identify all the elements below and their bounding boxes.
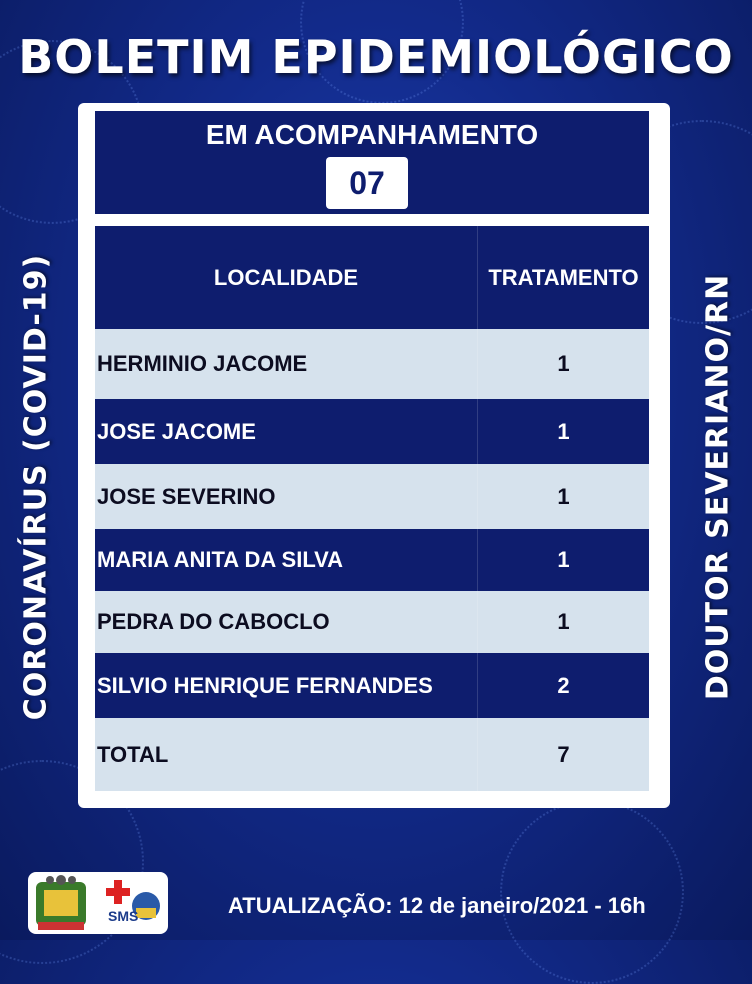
acompanhamento-label: EM ACOMPANHAMENTO	[205, 119, 539, 150]
row-tratamento: 1	[477, 399, 649, 464]
cases-table	[95, 226, 649, 791]
row-tratamento: 1	[477, 464, 649, 529]
update-timestamp: ATUALIZAÇÃO: 12 de janeiro/2021 - 16h	[228, 893, 646, 918]
table-row	[95, 329, 649, 399]
table-row	[95, 653, 649, 718]
total-value: 7	[477, 718, 649, 791]
virus-decoration	[500, 800, 684, 984]
side-label-city: DOUTOR SEVERIANO/RN	[700, 273, 736, 701]
row-tratamento: 1	[477, 529, 649, 591]
page-title: BOLETIM EPIDEMIOLÓGICO	[18, 30, 734, 84]
row-localidade: HERMINIO JACOME	[97, 351, 308, 376]
row-localidade: MARIA ANITA DA SILVA	[97, 547, 344, 572]
municipal-logos	[28, 872, 168, 934]
side-label-covid: CORONAVÍRUS (COVID-19)	[18, 253, 54, 721]
table-row	[95, 464, 649, 529]
table-total-row	[95, 718, 649, 791]
header-tratamento: TRATAMENTO	[477, 226, 649, 329]
coat-of-arms-icon	[28, 872, 168, 934]
row-tratamento: 1	[477, 329, 649, 399]
row-localidade: JOSE JACOME	[97, 418, 256, 444]
row-localidade: JOSE SEVERINO	[97, 483, 276, 509]
table-header	[95, 226, 649, 329]
table-row	[95, 529, 649, 591]
total-label: TOTAL	[97, 741, 169, 767]
acompanhamento-box	[95, 111, 649, 214]
row-localidade: SILVIO HENRIQUE FERNANDES	[97, 672, 433, 698]
row-localidade: PEDRA DO CABOCLO	[97, 609, 330, 634]
acompanhamento-count: 07	[326, 157, 408, 209]
header-localidade: LOCALIDADE	[213, 264, 359, 290]
row-tratamento: 1	[477, 591, 649, 653]
table-row	[95, 399, 649, 464]
table-row	[95, 591, 649, 653]
sms-label: SMS	[108, 908, 139, 924]
row-tratamento: 2	[477, 653, 649, 718]
